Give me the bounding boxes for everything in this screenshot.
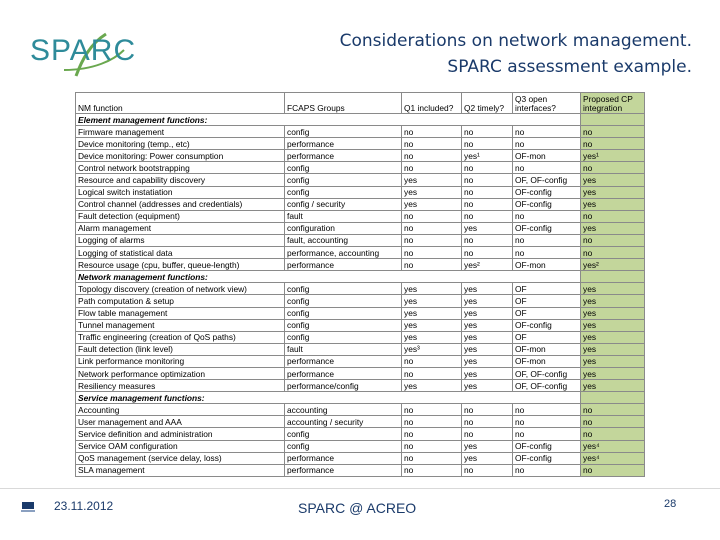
table-cell: OF-config xyxy=(513,198,581,210)
table-cell: no xyxy=(402,440,462,452)
table-cell: Accounting xyxy=(76,404,285,416)
table-cell: OF-mon xyxy=(513,343,581,355)
section-accent-cell xyxy=(581,392,645,404)
table-cell: QoS management (service delay, loss) xyxy=(76,452,285,464)
footer-divider xyxy=(0,488,720,489)
table-cell: OF, OF-config xyxy=(513,367,581,379)
column-header: NM function xyxy=(76,93,285,114)
table-cell: Logical switch instatiation xyxy=(76,186,285,198)
table-cell: config xyxy=(285,428,402,440)
table-cell: Service OAM configuration xyxy=(76,440,285,452)
footer-date: 23.11.2012 xyxy=(54,499,114,513)
table-cell: no xyxy=(462,138,513,150)
logo-text: SPARC xyxy=(30,34,137,67)
table-cell: no xyxy=(402,247,462,259)
table-cell: yes xyxy=(402,319,462,331)
table-cell: no xyxy=(402,210,462,222)
table-cell: performance xyxy=(285,464,402,476)
table-cell: no xyxy=(402,150,462,162)
title-line-1: Considerations on network management. xyxy=(339,31,692,51)
table-cell: config xyxy=(285,174,402,186)
table-cell: no xyxy=(581,416,645,428)
table-row xyxy=(76,428,645,440)
table-cell: no xyxy=(462,404,513,416)
table-cell: Device monitoring: Power consumption xyxy=(76,150,285,162)
table-row xyxy=(76,416,645,428)
table-cell: no xyxy=(462,464,513,476)
table-row xyxy=(76,247,645,259)
table-row xyxy=(76,367,645,379)
table-cell: yes xyxy=(402,331,462,343)
table-cell: config xyxy=(285,307,402,319)
table-cell: configuration xyxy=(285,222,402,234)
table-cell: performance xyxy=(285,355,402,367)
table-cell: no xyxy=(402,367,462,379)
table-cell: no xyxy=(513,428,581,440)
section-accent-cell xyxy=(581,114,645,126)
table-cell: config xyxy=(285,295,402,307)
table-cell: yes xyxy=(462,331,513,343)
table-cell: OF-config xyxy=(513,222,581,234)
table-cell: Service definition and administration xyxy=(76,428,285,440)
table-cell: config / security xyxy=(285,198,402,210)
table-cell: Logging of statistical data xyxy=(76,247,285,259)
table-cell: no xyxy=(513,126,581,138)
table-row xyxy=(76,186,645,198)
table-cell: Control network bootstrapping xyxy=(76,162,285,174)
table-row xyxy=(76,295,645,307)
table-cell: yes xyxy=(402,198,462,210)
table-cell: yes³ xyxy=(402,343,462,355)
table-cell: yes xyxy=(581,331,645,343)
table-cell: yes xyxy=(462,440,513,452)
table-cell: User management and AAA xyxy=(76,416,285,428)
table-cell: SLA management xyxy=(76,464,285,476)
table-cell: no xyxy=(402,428,462,440)
table-cell: no xyxy=(462,186,513,198)
table-cell: performance/config xyxy=(285,380,402,392)
section-label: Service management functions: xyxy=(76,392,581,404)
table-cell: performance xyxy=(285,452,402,464)
table-cell: no xyxy=(513,234,581,246)
table-row xyxy=(76,234,645,246)
table-cell: no xyxy=(513,162,581,174)
table-cell: no xyxy=(513,416,581,428)
section-row xyxy=(76,271,645,283)
table-cell: Flow table management xyxy=(76,307,285,319)
table-row xyxy=(76,440,645,452)
table-cell: no xyxy=(581,404,645,416)
table-cell: config xyxy=(285,186,402,198)
table-cell: yes xyxy=(581,222,645,234)
table-cell: yes⁴ xyxy=(581,440,645,452)
table-cell: no xyxy=(513,210,581,222)
table-cell: Topology discovery (creation of network view) xyxy=(76,283,285,295)
table-cell: yes xyxy=(581,295,645,307)
table-cell: yes¹ xyxy=(462,150,513,162)
column-header: Q3 open interfaces? xyxy=(513,93,581,114)
table-cell: no xyxy=(462,162,513,174)
table-row xyxy=(76,150,645,162)
table-cell: performance xyxy=(285,367,402,379)
table-cell: fault xyxy=(285,210,402,222)
section-row xyxy=(76,392,645,404)
table-cell: OF-config xyxy=(513,319,581,331)
table-cell: yes xyxy=(462,283,513,295)
column-header: Q1 included? xyxy=(402,93,462,114)
table-cell: no xyxy=(402,222,462,234)
table-cell: yes xyxy=(581,283,645,295)
table-row xyxy=(76,210,645,222)
table-cell: yes xyxy=(462,222,513,234)
table-cell: no xyxy=(462,247,513,259)
table-header-row xyxy=(76,93,645,114)
table-cell: yes xyxy=(581,174,645,186)
table-cell: Resiliency measures xyxy=(76,380,285,392)
table-cell: OF xyxy=(513,307,581,319)
table-cell: yes xyxy=(402,295,462,307)
page-number: 28 xyxy=(664,498,677,510)
table-row xyxy=(76,138,645,150)
table-cell: no xyxy=(402,452,462,464)
slide-title xyxy=(272,28,692,80)
table-cell: yes¹ xyxy=(581,150,645,162)
table-cell: Fault detection (equipment) xyxy=(76,210,285,222)
table-cell: yes² xyxy=(581,259,645,271)
table-cell: no xyxy=(402,416,462,428)
table-cell: no xyxy=(513,247,581,259)
table-row xyxy=(76,464,645,476)
table-row xyxy=(76,198,645,210)
table-cell: Traffic engineering (creation of QoS paths) xyxy=(76,331,285,343)
section-row xyxy=(76,114,645,126)
table-cell: Alarm management xyxy=(76,222,285,234)
table-cell: config xyxy=(285,126,402,138)
table-row xyxy=(76,126,645,138)
table-cell: Tunnel management xyxy=(76,319,285,331)
table-cell: yes xyxy=(581,307,645,319)
table-cell: config xyxy=(285,283,402,295)
table-cell: Fault detection (link level) xyxy=(76,343,285,355)
column-header: Q2 timely? xyxy=(462,93,513,114)
table-cell: performance xyxy=(285,259,402,271)
table-cell: no xyxy=(513,464,581,476)
table-cell: accounting / security xyxy=(285,416,402,428)
table-cell: yes xyxy=(581,380,645,392)
table-cell: Link performance monitoring xyxy=(76,355,285,367)
table-cell: Control channel (addresses and credentials) xyxy=(76,198,285,210)
table-cell: yes xyxy=(581,367,645,379)
table-cell: no xyxy=(513,138,581,150)
table-cell: performance xyxy=(285,138,402,150)
table-cell: no xyxy=(462,198,513,210)
table-cell: yes xyxy=(462,319,513,331)
table-cell: OF-config xyxy=(513,186,581,198)
table-cell: yes⁴ xyxy=(581,452,645,464)
table-cell: no xyxy=(513,404,581,416)
table-row xyxy=(76,355,645,367)
table-row xyxy=(76,307,645,319)
table-cell: no xyxy=(581,162,645,174)
table-cell: performance xyxy=(285,150,402,162)
table-cell: Firmware management xyxy=(76,126,285,138)
table-cell: Path computation & setup xyxy=(76,295,285,307)
table-cell: OF, OF-config xyxy=(513,174,581,186)
table-row xyxy=(76,319,645,331)
section-accent-cell xyxy=(581,271,645,283)
table-cell: no xyxy=(402,138,462,150)
table-row xyxy=(76,283,645,295)
table-cell: no xyxy=(462,174,513,186)
table-row xyxy=(76,404,645,416)
table-cell: yes xyxy=(462,295,513,307)
table-cell: yes xyxy=(402,307,462,319)
section-label: Element management functions: xyxy=(76,114,581,126)
table-cell: OF-mon xyxy=(513,150,581,162)
table-cell: no xyxy=(581,247,645,259)
table-cell: yes xyxy=(581,355,645,367)
column-header: Proposed CP integration xyxy=(581,93,645,114)
table-cell: Logging of alarms xyxy=(76,234,285,246)
table-row xyxy=(76,380,645,392)
table-row xyxy=(76,331,645,343)
table-cell: config xyxy=(285,331,402,343)
table-row xyxy=(76,222,645,234)
table-cell: yes xyxy=(402,174,462,186)
table-cell: Device monitoring (temp., etc) xyxy=(76,138,285,150)
table-cell: config xyxy=(285,319,402,331)
table-cell: no xyxy=(402,259,462,271)
table-cell: yes² xyxy=(462,259,513,271)
section-label: Network management functions: xyxy=(76,271,581,283)
table-cell: no xyxy=(462,234,513,246)
table-cell: no xyxy=(402,355,462,367)
table-cell: no xyxy=(462,126,513,138)
table-row xyxy=(76,174,645,186)
table-cell: yes xyxy=(462,343,513,355)
table-cell: config xyxy=(285,162,402,174)
table-cell: no xyxy=(581,138,645,150)
table-cell: no xyxy=(462,210,513,222)
table-cell: no xyxy=(402,234,462,246)
table-cell: no xyxy=(402,404,462,416)
table-cell: no xyxy=(581,234,645,246)
table-cell: yes xyxy=(462,367,513,379)
table-cell: no xyxy=(462,428,513,440)
table-cell: OF-mon xyxy=(513,355,581,367)
table-cell: Network performance optimization xyxy=(76,367,285,379)
table-cell: fault, accounting xyxy=(285,234,402,246)
table-cell: yes xyxy=(462,380,513,392)
table-cell: no xyxy=(402,464,462,476)
table-row xyxy=(76,162,645,174)
table-cell: yes xyxy=(462,307,513,319)
table-cell: yes xyxy=(462,452,513,464)
title-line-2: SPARC assessment example. xyxy=(447,57,692,77)
footer-logo-icon xyxy=(20,500,36,514)
table-row xyxy=(76,343,645,355)
nm-function-table xyxy=(75,92,645,477)
table-cell: yes xyxy=(402,186,462,198)
table-cell: no xyxy=(462,416,513,428)
table-cell: fault xyxy=(285,343,402,355)
table-cell: yes xyxy=(581,186,645,198)
table-cell: config xyxy=(285,440,402,452)
table-cell: Resource and capability discovery xyxy=(76,174,285,186)
table-cell: yes xyxy=(402,283,462,295)
table-row xyxy=(76,452,645,464)
table-cell: OF-config xyxy=(513,452,581,464)
table-cell: yes xyxy=(462,355,513,367)
table-cell: yes xyxy=(581,319,645,331)
table-cell: no xyxy=(402,126,462,138)
table-cell: Resource usage (cpu, buffer, queue-length) xyxy=(76,259,285,271)
table-cell: performance, accounting xyxy=(285,247,402,259)
table-cell: yes xyxy=(402,380,462,392)
column-header: FCAPS Groups xyxy=(285,93,402,114)
table-cell: no xyxy=(581,126,645,138)
table-cell: OF xyxy=(513,331,581,343)
table-cell: no xyxy=(581,464,645,476)
table-cell: OF-config xyxy=(513,440,581,452)
table-cell: no xyxy=(581,428,645,440)
table-cell: OF-mon xyxy=(513,259,581,271)
table-cell: no xyxy=(402,162,462,174)
table-cell: OF, OF-config xyxy=(513,380,581,392)
table-cell: yes xyxy=(581,343,645,355)
table-cell: yes xyxy=(581,198,645,210)
table-cell: OF xyxy=(513,295,581,307)
table-cell: no xyxy=(581,210,645,222)
table-cell: accounting xyxy=(285,404,402,416)
table-cell: OF xyxy=(513,283,581,295)
table-row xyxy=(76,259,645,271)
footer-center-text: SPARC @ ACREO xyxy=(298,500,417,516)
